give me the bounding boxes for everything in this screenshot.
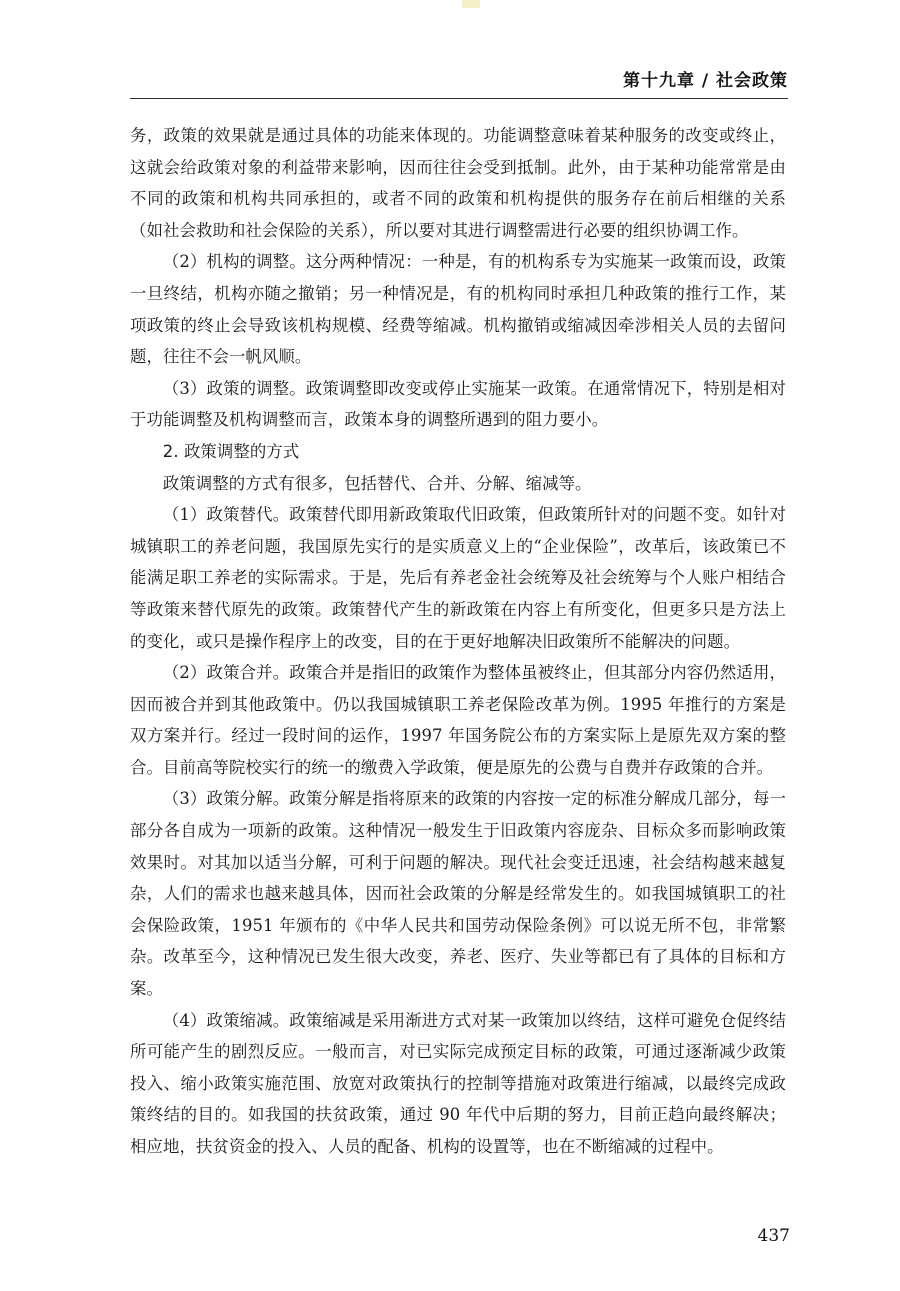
paragraph-policy-replacement: （1）政策替代。政策替代即用新政策取代旧政策，但政策所针对的问题不变。如针对城镇职工的养老问题，我国原先实行的是实质意义上的“企业保险”，改革后，该政策已不能满足职工养老的实际需求。于是，先后有养老金社会统筹及社会统筹与个人账户相结合等政策来替代原先的政策。政策替代产生的新政策在内容上有所变化，但更多只是方法上的变化，或只是操作程序上的改变，目的在于更好地解决旧政策所不能解决的问题。 bbox=[130, 505, 786, 651]
paragraph-adjustment-methods: 政策调整的方式有很多，包括替代、合并、分解、缩减等。 bbox=[162, 473, 592, 493]
header-rule bbox=[130, 98, 788, 99]
paragraph-policy-decomposition: （3）政策分解。政策分解是指将原来的政策的内容按一定的标准分解成几部分，每一部分各自成为一项新的政策。这种情况一般发生于旧政策内容庞杂、目标众多而影响政策效果时。对其加以适当分解，可利于问题的解决。现代社会变迁迅速，社会结构越来越复杂，人们的需求也越来越具体，因而社会政策的分解是经常发生的。如我国城镇职工的社会保险政策，1951 年颁布的《中华人民共和国劳动保险条例》可以说无所不包，非常繁杂。改革至今，这种情况已发生很大改变，养老、医疗、失业等都已有了具体的目标和方案。 bbox=[130, 789, 786, 999]
top-edge-mark bbox=[462, 0, 480, 8]
section-subheading: 2. 政策调整的方式 bbox=[162, 441, 300, 461]
page-number: 437 bbox=[757, 1226, 790, 1246]
paragraph-policy-adjustment: （3）政策的调整。政策调整即改变或停止实施某一政策。在通常情况下，特别是相对于功能调整及机构调整而言，政策本身的调整所遇到的阻力要小。 bbox=[130, 378, 786, 430]
paragraph-policy-reduction: （4）政策缩减。政策缩减是采用渐进方式对某一政策加以终结，这样可避免仓促终结所可能产生的剧烈反应。一般而言，对已实际完成预定目标的政策，可通过逐渐减少政策投入、缩小政策实施范围、放宽对政策执行的控制等措施对政策进行缩减，以最终完成政策终结的目的。如我国的扶贫政策，通过 90 年代中后期的努力，目前正趋向最终解决；相应地，扶贫资金的投入、人员的配备、机构的设置等，也在不断缩减的过程中。 bbox=[130, 1010, 786, 1156]
paragraph-continued: 务，政策的效果就是通过具体的功能来体现的。功能调整意味着某种服务的改变或终止，这就会给政策对象的利益带来影响，因而往往会受到抵制。此外，由于某种功能常常是由不同的政策和机构共同承担的，或者不同的政策和机构提供的服务存在前后相继的关系（如社会救助和社会保险的关系），所以要对其进行调整需进行必要的组织协调工作。 bbox=[130, 126, 786, 240]
running-header: 第十九章 / 社会政策 bbox=[622, 71, 788, 91]
paragraph-institution-adjustment: （2）机构的调整。这分两种情况：一种是，有的机构系专为实施某一政策而设，政策一旦终结，机构亦随之撤销；另一种情况是，有的机构同时承担几种政策的推行工作，某项政策的终止会导致该机构规模、经费等缩减。机构撤销或缩减因牵涉相关人员的去留问题，往往不会一帆风顺。 bbox=[130, 252, 786, 367]
paragraph-policy-merger: （2）政策合并。政策合并是指旧的政策作为整体虽被终止，但其部分内容仍然适用，因而被合并到其他政策中。仍以我国城镇职工养老保险改革为例。1995 年推行的方案是双方案并行。经过一段时间的运作，1997 年国务院公布的方案实际上是原先双方案的整合。目前高等院校实行的统一的缴费入学政策，便是原先的公费与自费并存政策的合并。 bbox=[130, 663, 786, 777]
body-text bbox=[130, 120, 786, 1163]
